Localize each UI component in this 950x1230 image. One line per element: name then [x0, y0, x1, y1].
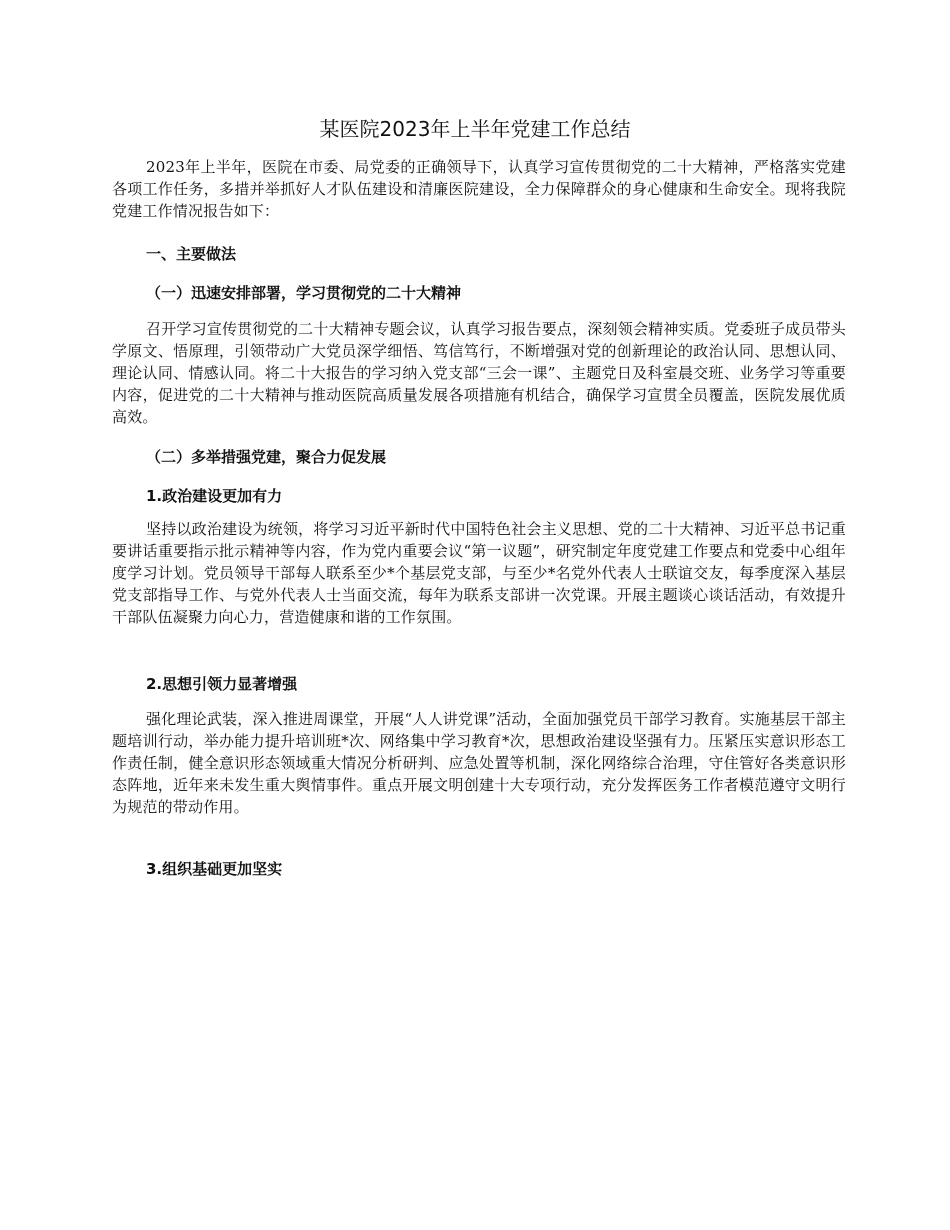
item-heading-3: 3.组织基础更加坚实 [146, 860, 283, 878]
subsection-heading-1: （一）迅速安排部署，学习贯彻党的二十大精神 [146, 284, 462, 302]
item-1-paragraph: 坚持以政治建设为统领，将学习习近平新时代中国特色社会主义思想、党的二十大精神、习近平总书记重要讲话重要指示批示精神等内容，作为党内重要会议“第一议题”，研究制定年度党建工作要点和党委中心组年度学习计划。党员领导干部每人联系至少*个基层党支部，与至少*名党外代表人士联谊交友，每季度深入基层党支部指导工作、与党外代表人士当面交流，每年为联系支部讲一次党课。开展主题谈心谈话活动，有效提升干部队伍凝聚力向心力，营造健康和谐的工作氛围。 [112, 520, 846, 626]
item-heading-2: 2.思想引领力显著增强 [146, 675, 298, 693]
subsection-heading-2: （二）多举措强党建，聚合力促发展 [146, 448, 387, 466]
section-heading-main-practices: 一、主要做法 [146, 245, 237, 263]
intro-paragraph: 2023年上半年，医院在市委、局党委的正确领导下，认真学习宣传贯彻党的二十大精神，严格落实党建各项工作任务，多措并举抓好人才队伍建设和清廉医院建设，全力保障群众的身心健康和生命安全。现将我院党建工作情况报告如下： [112, 158, 846, 220]
item-2-paragraph: 强化理论武装，深入推进周课堂，开展“人人讲党课”活动，全面加强党员干部学习教育。实施基层干部主题培训行动，举办能力提升培训班*次、网络集中学习教育*次，思想政治建设坚强有力。压紧压实意识形态工作责任制，健全意识形态领域重大情况分析研判、应急处置等机制，深化网络综合治理，守住管好各类意识形态阵地，近年来未发生重大舆情事件。重点开展文明创建十大专项行动，充分发挥医务工作者模范遵守文明行为规范的带动作用。 [112, 710, 846, 816]
subsection-1-paragraph: 召开学习宣传贯彻党的二十大精神专题会议，认真学习报告要点，深刻领会精神实质。党委班子成员带头学原文、悟原理，引领带动广大党员深学细悟、笃信笃行，不断增强对党的创新理论的政治认同、思想认同、理论认同、情感认同。将二十大报告的学习纳入党支部“三会一课”、主题党日及科室晨交班、业务学习等重要内容，促进党的二十大精神与推动医院高质量发展各项措施有机结合，确保学习宣贯全员覆盖，医院发展优质高效。 [112, 320, 846, 426]
document-title: 某医院2023年上半年党建工作总结 [319, 117, 631, 141]
item-heading-1: 1.政治建设更加有力 [146, 487, 283, 505]
